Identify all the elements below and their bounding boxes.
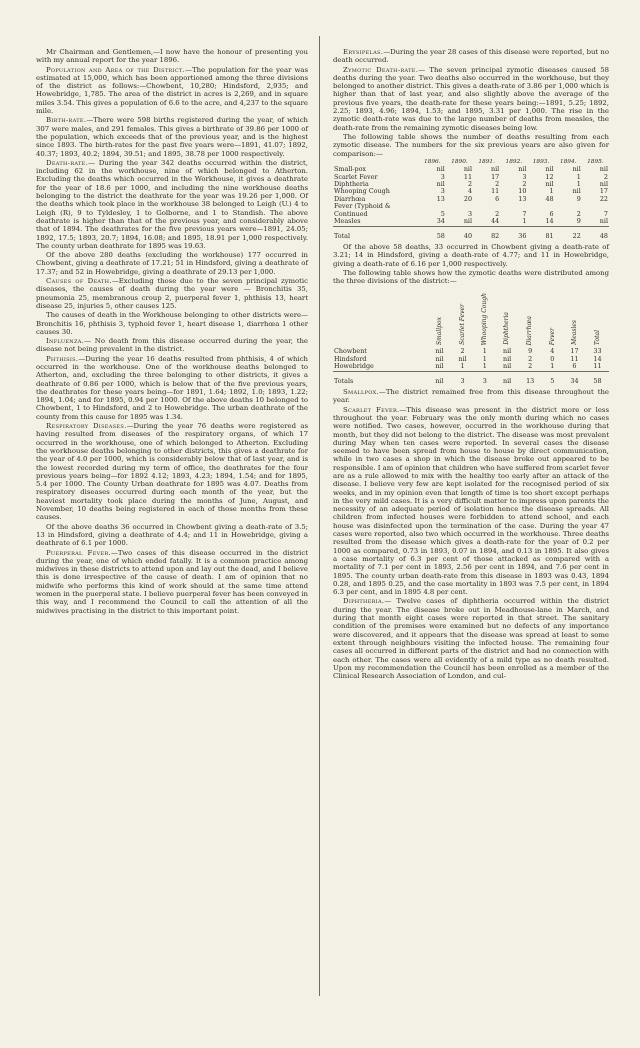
row-label: Small-pox — [334, 165, 367, 174]
table-cell: 2 — [528, 362, 533, 371]
row-label: Chowbent — [334, 347, 367, 356]
total-cell: 13 — [526, 376, 535, 385]
year-header: 1893. — [532, 158, 550, 165]
total-cell: 40 — [463, 231, 473, 240]
total-cell: 36 — [518, 231, 527, 240]
table-cell: nil — [435, 347, 444, 356]
scarlet-fever-paragraph — [333, 406, 609, 597]
respiratory-paragraph — [36, 422, 308, 522]
total-cell: nil — [435, 376, 444, 385]
influenza-paragraph — [36, 337, 308, 354]
distribution-table-header — [333, 286, 609, 348]
table-cell: 9 — [576, 194, 581, 203]
influenza-text: — No death from this disease occurred during the year, the disease not being prevalent in the district. — [36, 337, 308, 354]
row-label: Diarrhœa — [334, 194, 366, 203]
year-header: 1891. — [478, 158, 495, 165]
puerperal-heading: Puerperal Fever. — [46, 548, 111, 557]
total-cell: 3 — [460, 376, 465, 385]
total-cell: nil — [502, 376, 512, 385]
zymotic-heading: Zymotic Death-rate. — [343, 65, 419, 74]
population-paragraph — [36, 66, 308, 116]
table-cell: 1 — [576, 180, 581, 189]
table-cell: 11 — [491, 187, 500, 196]
table-cell: nil — [572, 165, 581, 174]
total-label: Total — [334, 231, 351, 240]
table-cell: nil — [545, 165, 554, 174]
smallpox-text: —The district remained free from this disease throughout the year. — [333, 388, 609, 405]
total-cell: 48 — [599, 231, 608, 240]
table-cell: 9 — [576, 217, 581, 226]
row-label: Diphtheria — [334, 180, 369, 189]
table-cell: nil — [463, 217, 473, 226]
intro-paragraph: Mr Chairman and Gentlemen,—I now have the honour of presenting you with my annual report for the year 1896. — [36, 48, 308, 65]
table-cell: 12 — [545, 172, 554, 181]
total-cell: 22 — [572, 231, 581, 240]
table-cell: 20 — [463, 194, 473, 203]
disease-header — [495, 286, 518, 348]
phthisis-heading: Phthisis. — [46, 354, 79, 363]
diphtheria-text: — Twelve cases of diphtheria occurred within the district during the year. The disease broke out in Meadhouse-lane in March, and during that month eight cases were reported in that street. The sanitary condition of the premises were examined but no defects of any importance were discovered, and it appears that the disease was spread at least to some extent through neighbours visiting the infected house. The remaining four cases all occurred in different parts of the district and had no connection with each other. The cases were all evidently of a mild type as no death resulted. Upon my recommendation the Council has been enrolled as a member of the Clinical Research Association of London, and cul- — [333, 597, 609, 681]
table-cell: 17 — [570, 347, 579, 356]
causes-paragraph — [36, 277, 308, 310]
erysipelas-text: —During the year 28 cases of this disease were reported, but no death occurred. — [333, 48, 609, 65]
zymotic-table-intro: The following table shows the number of deaths resulting from each zymotic disease. The numbers for the six previous years are also given for comparison:— — [333, 132, 609, 158]
table-cell: 2 — [460, 347, 465, 356]
causes-text: —Excluding those due to the seven principal zymotic diseases, the causes of death during the year were — Bronchitis 35, pneumonia 25, membranous croup 2, puerperal fever 1, phthisis 13, heart disease 25, injuries 5, other causes 125. — [36, 277, 308, 310]
disease-header-text: Diarrhœa — [526, 315, 534, 345]
table-cell: 33 — [593, 347, 602, 356]
table-cell: 1 — [550, 362, 555, 371]
disease-header — [563, 286, 586, 348]
distribution-table-body — [333, 348, 609, 385]
year-header: 1896. — [423, 158, 441, 165]
table-cell: nil — [436, 165, 445, 174]
table-cell: 14 — [593, 354, 602, 363]
disease-header — [542, 286, 563, 348]
table-cell: 48 — [545, 194, 554, 203]
total-label: Totals — [334, 376, 354, 385]
disease-header-text: Whooping Cough — [481, 292, 489, 345]
column-divider — [319, 36, 320, 996]
disease-header — [428, 286, 451, 348]
table-cell: nil — [545, 180, 554, 189]
division-deaths-paragraph: Of the above 280 deaths (excluding the workhouse) 177 occurred in Chowbent, giving a deathrate of 17.21; 51 in Hindsford, giving a deathrate of 17.37; and 52 in Howebridge, giving a deathrate of 29.13 per 1,000. — [36, 251, 308, 276]
phthisis-text: —During the year 16 deaths resulted from phthisis, 4 of which occurred in the workhouse. One of the workhouse deaths belonged to Atherton, and, excluding the three belonging to other districts, it gives a deathrate of 0.86 per 1000, which is below that of the five previous years, the deathrates for these years being—for 1891, 1.64; 1892, 1.0; 1893, 1.22; 1894, 1.04; and for 1895, 0.94 per 1000. Of the above deaths 10 belonged to Chowbent, 1 to Hindsford, and 2 to Howebridge. The urban deathrate of the county from this cause for 1895 was 1.34. — [36, 354, 308, 421]
table-cell: 1 — [460, 362, 465, 371]
death-rate-paragraph — [36, 159, 308, 250]
table-cell: 11 — [593, 362, 602, 371]
total-cell: 5 — [550, 376, 555, 385]
table-cell: 2 — [528, 354, 533, 363]
table-cell: 17 — [599, 187, 608, 196]
disease-header-text: Smallpox — [435, 316, 443, 345]
row-label: Scarlet Fever — [334, 172, 378, 181]
table-row — [333, 218, 609, 226]
table-cell: 10 — [518, 187, 527, 196]
zymotic-division-paragraph: Of the above 58 deaths, 33 occurred in Chowbent giving a death-rate of 3.21; 14 in Hindsford, giving a death-rate of 4.77; and 11 in Howebridge, giving a death-rate of 6.16 per 1,000 respectively. — [333, 242, 609, 268]
row-label: Fever (Typhoid & — [334, 202, 391, 211]
total-row — [333, 228, 609, 240]
table-cell: 6 — [549, 209, 554, 218]
birth-rate-paragraph — [36, 116, 308, 157]
year-header: 1894. — [559, 158, 577, 165]
total-cell: 58 — [436, 231, 445, 240]
table-cell: nil — [491, 165, 500, 174]
table-cell: nil — [599, 165, 608, 174]
table-cell: 2 — [467, 180, 473, 189]
workhouse-causes-paragraph: The causes of death in the Workhouse belonging to other districts were—Bronchitis 16, phthisis 3, typhoid fever 1, heart disease 1, diarrhœa 1 other causes 30. — [36, 311, 308, 336]
scarlet-fever-text: —This disease was present in the district more or less throughout the year. February was the only month during which no cases were notified. Two cases, however, occurred in the workhouse during that month, but they did not belong to the district. The disease was most prevalent during May when ten cases were reported. In several cases the disease seemed to have been spread from house to house by direct communication, while in two cases a shop in which the disease broke out appeared to be responsible. I am of opinion that children who have suffered from scarlet fever are as a rule allowed to mix with the healthy too early after an attack of the disease. I believe very few are kept isolated for the recognised period of six weeks, and in my opinion even that length of time is too short except perhaps in the very mild cases. It is a very difficult matter to impress upon parents the necessity of an adequate period of isolation hence the disease spreads. All children from infected houses were forbidden to attend school, and each house was disinfected upon the termination of the case. During the year 47 cases were reported, also two which occurred in the workhouse. Three deaths resulted from the disease which gives a death-rate for the year of 0.2 per 1000 as compared, 0.73 in 1893, 0.07 in 1894, and 0.13 in 1895. It also gives a case mortality of 6.3 per cent of those attacked as compared with a mortality of 7.1 per cent in 1893, 2.56 per cent in 1894, and 7.6 per cent in 1895. The county urban death-rate from this disease in 1893 was 0.43, 1894 0.28, and 1895 0.25, and the case mortality in 1893 was 7.5 per cent, in 1894 6.3 per cent, and in 1895 4.8 per cent. — [333, 405, 609, 597]
disease-header-text: Total — [593, 329, 601, 345]
table-row — [333, 363, 609, 371]
disease-header-text: Diphtheria — [503, 312, 511, 345]
table-cell: nil — [436, 180, 445, 189]
erysipelas-heading: Erysipelas. — [343, 48, 384, 56]
total-cell: 58 — [593, 376, 602, 385]
causes-heading: Causes of Death. — [46, 277, 112, 286]
birth-rate-text: —There were 598 births registered during the year, of which 307 were males, and 291 females. This gives a birthrate of 39.86 per 1000 of the population, which exceeds that of the previous year, and is the highest since 1893. The birth-rates for the past five years were—1891, 41.07; 1892, 40.37; 1893, 40.2; 1894, 39.51; and 1895, 38.78 per 1000 respectively. — [36, 116, 308, 158]
table-cell: 4 — [467, 187, 473, 196]
table-cell: 9 — [528, 347, 533, 356]
table-cell: 44 — [491, 217, 500, 226]
table-cell: 7 — [603, 209, 608, 218]
puerperal-text: —Two cases of this disease occurred in the district during the year, one of which ended fatally. It is a common practice among midwives in these districts to attend upon and lay out the dead, and I believe this is done irrespective of the cause of death. I am of opinion that no midwife who performs this kind of work should at the same time attend women in the puerperal state. I believe puerperal fever has been conveyed in this way, and I recommend the Council to call the attention of all the midwives practising in the district to this important point. — [36, 548, 308, 615]
table-cell: nil — [502, 362, 512, 371]
table-cell: 17 — [491, 172, 500, 181]
table-cell: 5 — [440, 209, 445, 218]
death-rate-heading: Death-rate. — [46, 158, 89, 167]
table-cell: 1 — [482, 354, 487, 363]
scarlet-fever-heading: Scarlet Fever. — [343, 405, 400, 414]
table-cell: 11 — [570, 354, 579, 363]
disease-header — [519, 286, 542, 348]
distribution-table-intro: The following table shows how the zymotic deaths were distributed among the three divisions of the district:— — [333, 268, 609, 286]
total-cell: 34 — [570, 376, 579, 385]
table-cell: 1 — [522, 217, 527, 226]
table-cell: nil — [518, 165, 527, 174]
zymotic-table-body — [333, 166, 609, 240]
table-cell: 13 — [436, 194, 445, 203]
table-cell: nil — [572, 187, 581, 196]
disease-header-text: Fever — [548, 327, 556, 345]
table-cell: 6 — [572, 362, 577, 371]
table-cell: nil — [458, 354, 467, 363]
table-cell: 7 — [522, 209, 527, 218]
table-cell: 0 — [550, 354, 555, 363]
row-label: Howebridge — [334, 362, 374, 371]
table-row — [333, 356, 609, 363]
left-column — [36, 48, 308, 616]
table-cell: 1 — [549, 187, 554, 196]
respiratory-division-paragraph: Of the above deaths 36 occurred in Chowbent giving a death-rate of 3.5; 13 in Hindsford, giving a deathrate of 4.4; and 11 in Howebridge, giving a deathrate of 6.1 per 1000. — [36, 522, 308, 548]
table-cell: 4 — [550, 347, 555, 356]
table-cell: 3 — [467, 209, 473, 218]
respiratory-heading: Respiratory Diseases. — [46, 422, 127, 431]
table-cell: 1 — [482, 362, 487, 371]
table-cell: 13 — [518, 194, 527, 203]
table-cell: 2 — [603, 172, 608, 181]
table-cell: 1 — [482, 347, 487, 356]
table-cell: 22 — [599, 194, 608, 203]
disease-header — [474, 286, 495, 348]
influenza-heading: Influenza. — [46, 337, 85, 346]
row-label: Measles — [334, 217, 361, 226]
year-header: 1895. — [587, 158, 604, 165]
year-header: 1890. — [451, 158, 468, 165]
diphtheria-heading: Diphtheria. — [343, 597, 385, 606]
zymotic-deaths-table — [333, 159, 609, 240]
table-cell: nil — [599, 180, 608, 189]
table-cell: nil — [502, 347, 512, 356]
table-cell: 2 — [522, 180, 527, 189]
phthisis-paragraph — [36, 355, 308, 421]
respiratory-text: —During the year 76 deaths were registered as having resulted from diseases of the respiratory organs, of which 17 occurred in the workhouse, one of which belonged to Atherton. Excluding the workhouse deaths belonging to other districts, this gives a deathrate for the year of 4.0 per 1000, which is considerably below that of last year, and is the lowest recorded during my term of office, the deathrates for the four previous years being—for 1892 4.12; 1893, 4.23; 1894, 1.54; and for 1895, 5.4 per 1000. The County Urban deathrate for 1895 was 4.07. Deaths from respiratory diseases occurred during each month of the year, but the heaviest mortality took place during the months of June, August, and November, 10 deaths being registered in each of those months from these causes. — [36, 422, 308, 522]
birth-rate-heading: Birth-rate. — [46, 116, 87, 125]
smallpox-paragraph — [333, 388, 609, 405]
zymotic-paragraph — [333, 66, 609, 132]
total-row — [333, 373, 609, 385]
puerperal-paragraph — [36, 549, 308, 615]
table-cell: 2 — [576, 209, 581, 218]
total-cell: 81 — [545, 231, 554, 240]
table-row — [333, 348, 609, 355]
distribution-table — [333, 286, 609, 385]
table-cell: 2 — [495, 209, 500, 218]
total-cell: 82 — [491, 231, 500, 240]
death-rate-text: — During the year 342 deaths occurred within the district, including 62 in the workhouse, nine of which belonged to Atherton. Excluding the deaths which occurred in the Workhouse, it gives a deathrate for the year of 18.6 per 1000, and including the nine workhouse deaths belonging to the district the deathrate for the year was 19.26 per 1,000. Of the deaths which took place in the workhouse 38 belonged to Leigh (U.) 4 to Leigh (R), 9 to Tyldesley, 1 to Golborne, and 1 to Standish. The above deathrate is higher than that of the previous year, and considerably above that of 1894. The deathrates for the five previous years were—1891, 24.05; 1892, 17.5; 1893, 20.7; 1894, 16.08; and 1895, 18.91 per 1,000 respectively. The county urban deathrate for 1895 was 19.63. — [36, 158, 308, 250]
row-label: Whooping Cough — [334, 187, 390, 196]
total-cell: 3 — [482, 376, 487, 385]
disease-header-text: Measles — [570, 320, 578, 345]
table-cell: 6 — [495, 194, 500, 203]
table-cell: 3 — [440, 172, 445, 181]
table-cell: nil — [502, 354, 512, 363]
table-cell: nil — [435, 354, 444, 363]
population-heading: Population and Area of the District. — [46, 65, 186, 74]
table-cell: 3 — [440, 187, 445, 196]
smallpox-heading: Smallpox. — [343, 388, 379, 397]
table-cell: 3 — [522, 172, 527, 181]
table-cell: 34 — [436, 217, 445, 226]
table-cell: nil — [463, 165, 473, 174]
right-column — [333, 48, 609, 681]
table-cell: nil — [435, 362, 444, 371]
erysipelas-paragraph — [333, 48, 609, 65]
table-cell: 1 — [576, 172, 581, 181]
table-cell: 2 — [495, 180, 500, 189]
population-text: —The population for the year was estimated at 15,000, which has been apportioned among the three divisions of the district as follows:—Chowbent, 10,280; Hindsford, 2,935; and Howebridge, 1,785. The area of the district in acres is 2,269, and in square miles 3.54. This gives a population of 6.6 to the acre, and 4,237 to the square mile. — [36, 65, 308, 116]
row-label: Continued — [334, 209, 368, 218]
diphtheria-paragraph — [333, 597, 609, 680]
disease-header — [451, 286, 474, 348]
table-cell: 14 — [545, 217, 554, 226]
table-cell: nil — [599, 217, 608, 226]
table-cell: 11 — [463, 172, 473, 181]
year-header: 1892. — [505, 158, 523, 165]
zymotic-text: — The seven principal zymotic diseases caused 58 deaths during the year. Two deaths also occurred in the workhouse, but they belonged to another district. This gives a death-rate of 3.86 per 1,000 which is higher than that of last year, and also slightly above the average of the previous five years, the death-rate for these years being:—1891, 5.25; 1892, 2.25; 1893, 4.96; 1894, 1.53; and 1895, 3.31 per 1,000. The rise in the zymotic death-rate was due to the large number of deaths from measles, the death-rate from the remaining zymotic diseases being low. — [333, 65, 609, 132]
disease-header-text: Scarlet Fever — [458, 304, 466, 345]
row-label: Hindsford — [334, 354, 367, 363]
disease-header — [586, 286, 609, 348]
